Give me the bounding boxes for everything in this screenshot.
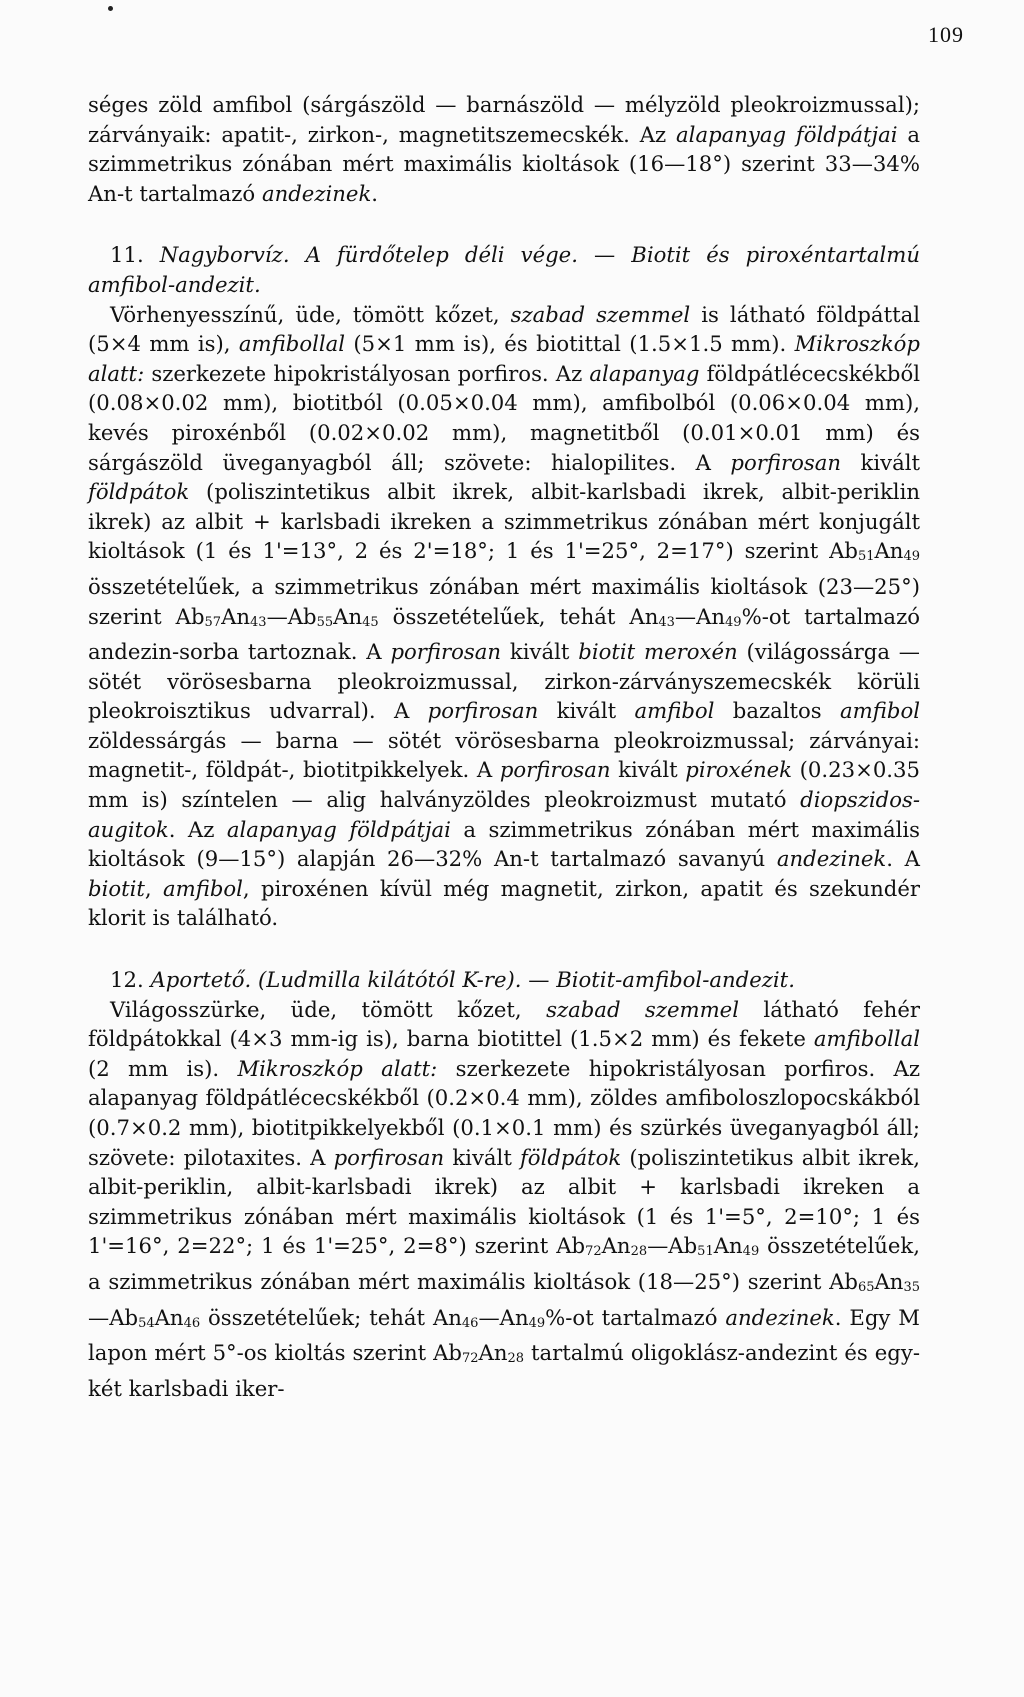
section-number: 11. bbox=[110, 242, 144, 268]
section-gap bbox=[88, 933, 920, 965]
paragraph-section-11: Vörhenyesszínű, üde, tömött kőzet, szabad szemmel is látható földpáttal (5×4 mm is), amfibollal (5×1 mm is), és biotittal (1.5×1.5 mm). Mikroszkóp alatt: szerkezete hipokristályosan porfiros. Az alapanyag földpátlécecskékből (0.08×0.02 mm), biotitból (0.05×0.04 mm), amfibolból (0.06×0.04 mm), kevés piroxénből (0.02×0.02 mm), magnetitből (0.01×0.01 mm) és sárgászöld üveganyagból áll; szövete: hialopilites. A porfirosan kivált földpátok (poliszintetikus albit ikrek, albit-karlsbadi ikrek, albit-periklin ikrek) az albit + karlsbadi ikreken a szimmetrikus zónában mért konjugált kioltások (1 és 1'=13°, 2 és 2'=18°; 1 és 1'=25°, 2=17°) szerint Ab51An49 összetételűek, a szimmetrikus zónában mért maximális kioltások (23—25°) szerint Ab57An43—Ab55An45 összetételűek, tehát An43—An49%-ot tartalmazó andezin-sorba tartoznak. A porfirosan kivált biotit meroxén (világossárga — sötét vörösesbarna pleokroizmussal, zirkon-zárványszemecskék körüli pleokroisztikus udvarral). A porfirosan kivált amfibol bazaltos amfibol zöldessárgás — barna — sötét vörösesbarna pleokroizmussal; zárványai: magnetit-, földpát-, biotitpikkelyek. A porfirosan kivált piroxének (0.23×0.35 mm is) színtelen — alig halványzöldes pleokroizmust mutató diopszidos-augitok. Az alapanyag földpátjai a szimmetrikus zónában mért maximális kioltások (9—15°) alapján 26—32% An-t tartalmazó savanyú andezinek. A biotit, amfibol, piroxénen kívül még magnetit, zirkon, apatit és szekundér klorit is található. bbox=[88, 301, 921, 931]
ink-speck bbox=[108, 6, 113, 11]
section-location: Aportető. (Ludmilla kilátótól K-re). bbox=[150, 967, 522, 993]
section-location: Nagyborvíz. A fürdőtelep déli vége. bbox=[159, 242, 578, 268]
section-12-heading bbox=[88, 965, 920, 995]
section-gap bbox=[88, 208, 920, 240]
section-number: 12. bbox=[110, 967, 144, 993]
section-rock-name: Biotit-amfibol-andezit. bbox=[556, 967, 795, 993]
section-11-heading bbox=[88, 240, 920, 299]
body-text bbox=[88, 90, 920, 1403]
paragraph-section-12: Világosszürke, üde, tömött kőzet, szabad szemmel látható fehér földpátokkal (4×3 mm-ig is), barna biotittel (1.5×2 mm) és fekete amfibollal (2 mm is). Mikroszkóp alatt: szerkezete hipokristályosan porfiros. Az alapanyag földpátlécecskékből (0.2×0.4 mm), zöldes amfiboloszlopocskákból (0.7×0.2 mm), biotitpikkelyekből (0.1×0.1 mm) és szürkés üveganyagból áll; szövete: pilotaxites. A porfirosan kivált földpátok (poliszintetikus albit ikrek, albit-periklin, albit-karlsbadi ikrek) az albit + karlsbadi ikreken a szimmetrikus zónában mért maximális kioltások (1 és 1'=5°, 2=10°; 1 és 1'=16°, 2=22°; 1 és 1'=25°, 2=8°) szerint Ab72An28—Ab51An49 összetételűek, a szimmetrikus zónában mért maximális kioltások (18—25°) szerint Ab65An35—Ab54An46 összetételűek; tehát An46—An49%-ot tartalmazó andezinek. Egy M lapon mért 5°-os kioltás szerint Ab72An28 tartalmú oligoklász-andezint és egy-két karlsbadi iker- bbox=[88, 996, 921, 1401]
heading-dash: — bbox=[521, 967, 557, 993]
page-number: 109 bbox=[928, 22, 964, 47]
section-rock-name: Biotit és piroxéntartalmú amfibol-andezit. bbox=[88, 242, 920, 297]
heading-dash: — bbox=[577, 242, 632, 268]
paragraph-continued: séges zöld amfibol (sárgászöld — barnászöld — mélyzöld pleokroizmussal); zárványaik: apatit-, zirkon-, magnetitszemecskék. Az alapanyag földpátjai a szimmetrikus zónában mért maximális kioltások (16—18°) szerint 33—34% An-t tartalmazó andezinek. bbox=[88, 92, 920, 206]
